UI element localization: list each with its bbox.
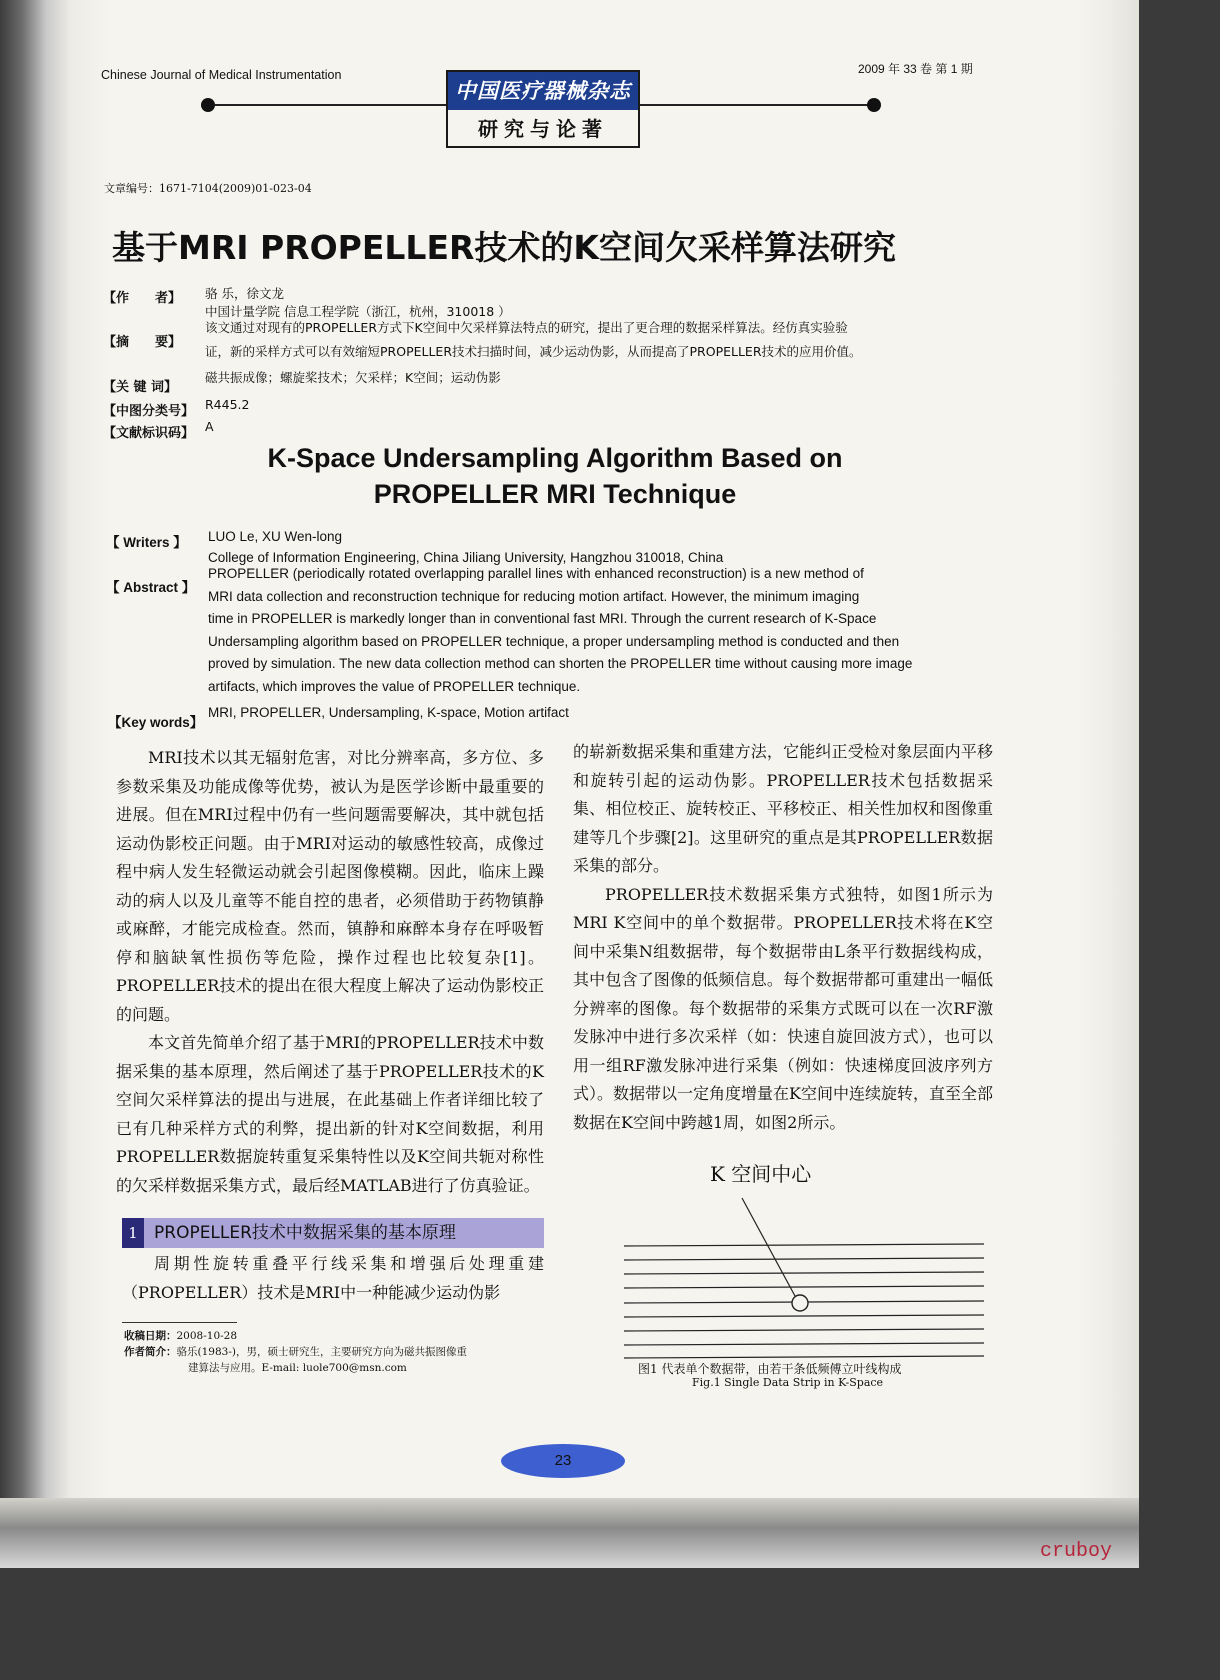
writers: LUO Le, XU Wen-long bbox=[208, 529, 343, 544]
data-line bbox=[624, 1343, 984, 1345]
center-pointer-line bbox=[742, 1198, 795, 1296]
section-number: 1 bbox=[122, 1218, 144, 1248]
body-paragraph: 的崭新数据采集和重建方法，它能纠正受检对象层面内平移和旋转引起的运动伪影。PROPELLER技术包括数据采集、相位校正、旋转校正、平移校正、相关性加权和图像重建等几个步骤[2]。这里研究的重点是其PROPELLER数据采集的部分。 bbox=[573, 742, 993, 875]
body-paragraph: MRI技术以其无辐射危害，对比分辨率高，多方位、多参数采集及功能成像等优势，被认为是医学诊断中最重要的进展。但在MRI过程中仍有一些问题需要解决，其中就包括运动伪影校正问题。由于MRI对运动的敏感性较高，成像过程中病人发生轻微运动就会引起图像模糊。因此，临床上躁动的病人以及儿童等不能自控的患者，必须借助于药物镇静或麻醉，才能完成检查。然而，镇静和麻醉本身存在呼吸暂停和脑缺氧性损伤等危险，操作过程也比较复杂[1]。PROPELLER技术的提出在很大程度上解决了运动伪影校正的问题。 bbox=[116, 748, 544, 1024]
abstract-en-line: MRI data collection and reconstruction technique for reducing motion artifact. However, the minimum imaging bbox=[208, 588, 860, 604]
authors-cn: 骆 乐，徐文龙 bbox=[205, 286, 284, 301]
footnote-rule bbox=[122, 1322, 237, 1323]
header-left-rule bbox=[215, 104, 446, 106]
header-right-dot bbox=[867, 98, 881, 112]
author-label: 【作 者】 bbox=[103, 291, 182, 306]
title-english-line2: PROPELLER MRI Technique bbox=[373, 479, 737, 509]
abstract-cn-line1: 该文通过对现有的PROPELLER方式下K空间中欠采样算法特点的研究，提出了更合理的数据采样算法。经仿真实验验 bbox=[205, 320, 848, 335]
abstract-en-line: Undersampling algorithm based on PROPELLER technique, a proper undersampling method is conducted and then bbox=[208, 633, 900, 649]
figure-caption-en: Fig.1 Single Data Strip in K-Space bbox=[692, 1376, 884, 1389]
document-code: A bbox=[205, 419, 214, 434]
title-english bbox=[140, 440, 970, 512]
keywords-label-en: 【Key words】 bbox=[108, 715, 204, 730]
data-line bbox=[624, 1329, 984, 1331]
received-label: 收稿日期： bbox=[124, 1330, 177, 1342]
journal-logo bbox=[446, 70, 640, 148]
body-left-column-continued bbox=[122, 1250, 544, 1307]
classification-label: 【中图分类号】 bbox=[103, 404, 195, 419]
journal-english-name: Chinese Journal of Medical Instrumentation bbox=[101, 68, 342, 82]
section-title: PROPELLER技术中数据采集的基本原理 bbox=[154, 1223, 456, 1243]
data-line bbox=[624, 1272, 984, 1274]
abstract-en-line: time in PROPELLER is markedly longer than in conventional fast MRI. Through the current research of K-Space bbox=[208, 611, 877, 627]
abstract-en-line: artifacts, which improves the value of PROPELLER technique. bbox=[208, 678, 581, 694]
body-left-column bbox=[116, 744, 544, 1200]
received-date: 2008-10-28 bbox=[176, 1330, 238, 1342]
keywords-en: MRI, PROPELLER, Undersampling, K-space, Motion artifact bbox=[208, 705, 569, 720]
watermark: cruboy bbox=[1040, 1540, 1113, 1563]
data-line bbox=[624, 1286, 984, 1288]
body-right-column bbox=[573, 738, 993, 1137]
writers-label: 【 Writers 】 bbox=[106, 535, 187, 550]
title-english-line1: K-Space Undersampling Algorithm Based on bbox=[267, 443, 843, 473]
k-space-center-marker bbox=[792, 1295, 808, 1311]
classification-number: R445.2 bbox=[205, 397, 250, 412]
abstract-en-line: PROPELLER (periodically rotated overlapping parallel lines with enhanced reconstruction) is a new method of bbox=[208, 566, 864, 581]
abstract-cn-line2: 证，新的采样方式可以有效缩短PROPELLER技术扫描时间，减少运动伪影，从而提高了PROPELLER技术的应用价值。 bbox=[205, 344, 862, 359]
header-right-rule bbox=[636, 104, 868, 106]
figure-caption-cn: 图1 代表单个数据带，由若干条低频傅立叶线构成 bbox=[638, 1362, 902, 1376]
body-paragraph: PROPELLER技术数据采集方式独特，如图1所示为MRI K空间中的单个数据带。PROPELLER技术将在K空间中采集N组数据带，每个数据带由L条平行数据线构成，其中包含了图像的低频信息。每个数据带都可重建出一幅低分辨率的图像。每个数据带的采集方式既可以在一次RF激发脉冲中进行多次采样（如：快速自旋回波方式），也可以用一组RF激发脉冲进行采集（例如：快速梯度回波序列方式）。数据带以一定角度增量在K空间中连续旋转，直至全部数据在K空间中跨越1周，如图2所示。 bbox=[573, 884, 993, 1132]
data-line bbox=[624, 1244, 984, 1246]
data-line bbox=[624, 1258, 984, 1260]
page-number: 23 bbox=[501, 1444, 625, 1478]
title-chinese: 基于MRI PROPELLER技术的K空间欠采样算法研究 bbox=[112, 228, 896, 267]
abstract-label-cn: 【摘 要】 bbox=[103, 335, 182, 350]
article-number: 文章编号：1671-7104(2009)01-023-04 bbox=[104, 182, 312, 195]
header-left-dot bbox=[201, 98, 215, 112]
affiliation-cn: 中国计量学院 信息工程学院（浙江，杭州，310018 ） bbox=[205, 304, 511, 319]
logo-journal-name: 中国医疗器械杂志 bbox=[448, 72, 638, 110]
footnote-bio bbox=[124, 1344, 467, 1360]
body-paragraph: 周期性旋转重叠平行线采集和增强后处理重建（PROPELLER）技术是MRI中一种能减少运动伪影 bbox=[122, 1254, 544, 1302]
section-heading bbox=[122, 1218, 544, 1248]
footnote-received bbox=[124, 1328, 237, 1344]
document-code-label: 【文献标识码】 bbox=[103, 426, 195, 441]
keywords-label-cn: 【关 键 词】 bbox=[103, 380, 178, 395]
data-line bbox=[624, 1356, 984, 1358]
journal-issue: 2009 年 33 卷 第 1 期 bbox=[858, 62, 973, 76]
abstract-en-line: proved by simulation. The new data collection method can shorten the PROPELLER time without causing more image bbox=[208, 656, 913, 672]
figure-data-strip bbox=[620, 1188, 990, 1360]
keywords-cn: 磁共振成像；螺旋桨技术；欠采样；K空间；运动伪影 bbox=[205, 370, 501, 385]
bio-line2: 建算法与应用。E-mail: luole700@msn.com bbox=[188, 1362, 407, 1374]
affiliation-en: College of Information Engineering, China Jiliang University, Hangzhou 310018, China bbox=[208, 550, 724, 565]
body-paragraph: 本文首先简单介绍了基于MRI的PROPELLER技术中数据采集的基本原理，然后阐述了基于PROPELLER技术的K空间欠采样算法的提出与进展，在此基础上作者详细比较了已有几种采样方式的利弊，提出新的针对K空间数据，利用PROPELLER数据旋转重复采集特性以及K空间共轭对称性的欠采样数据采集方式，最后经MATLAB进行了仿真验证。 bbox=[116, 1033, 544, 1195]
bio-label: 作者简介： bbox=[124, 1346, 177, 1358]
logo-column-name: 研究与论著 bbox=[478, 117, 608, 141]
scan-bottom-edge bbox=[0, 1498, 1139, 1568]
bio-line1: 骆乐(1983-)，男，硕士研究生，主要研究方向为磁共振图像重 bbox=[176, 1346, 467, 1358]
abstract-en bbox=[208, 563, 990, 699]
figure-k-space-label: K 空间中心 bbox=[710, 1162, 812, 1186]
data-line bbox=[624, 1315, 984, 1317]
abstract-label-en: 【 Abstract 】 bbox=[106, 580, 196, 595]
